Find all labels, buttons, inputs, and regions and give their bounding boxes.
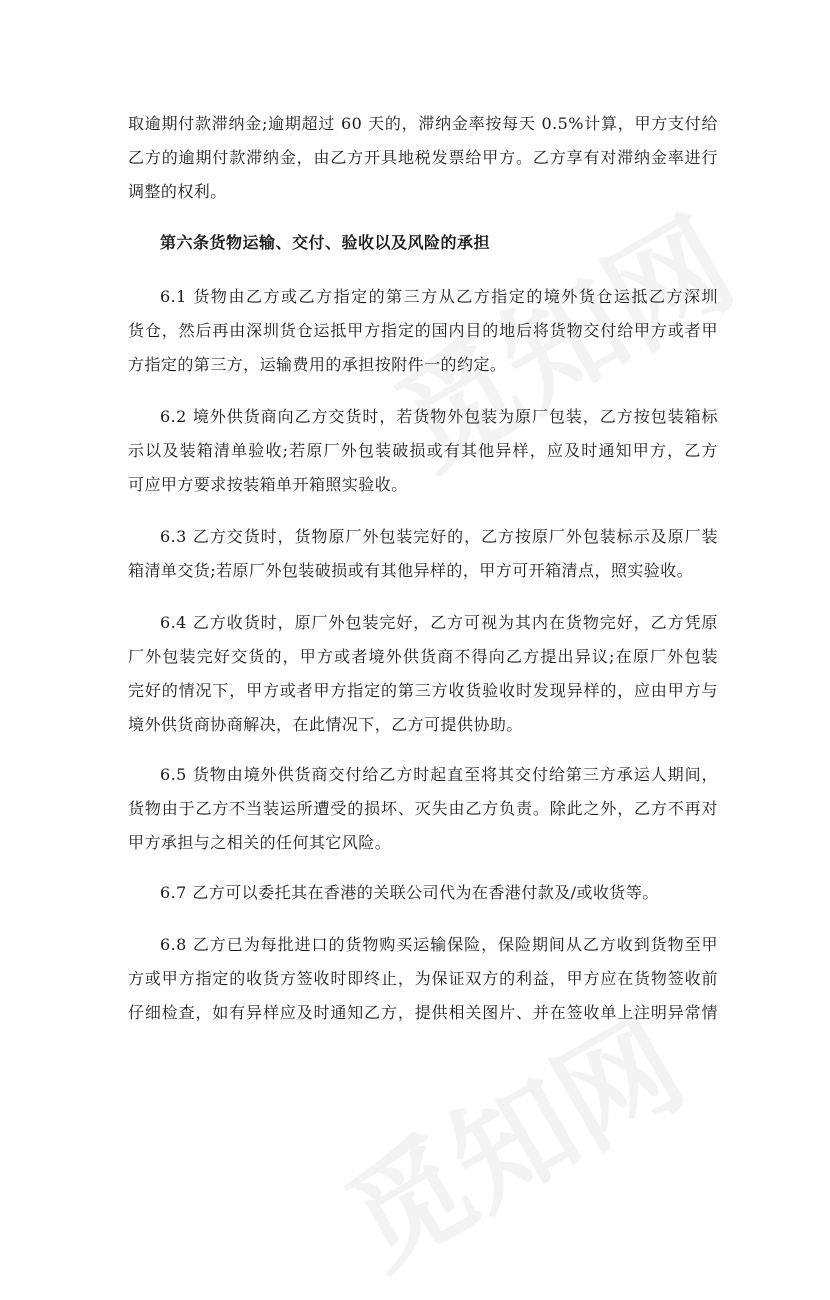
paragraph-line: 可应甲方要求按装箱单开箱照实验收。: [128, 475, 408, 494]
paragraph-continuation: [128, 107, 718, 209]
paragraph-line: 厂外包装完好交货的，甲方或者境外供货商不得向乙方提出异议;在原厂外包装: [128, 647, 718, 666]
paragraph-line: 境外供货商协商解决，在此情况下，乙方可提供协助。: [128, 715, 523, 734]
paragraph-line: 取逾期付款滞纳金;逾期超过 60 天的，滞纳金率按每天 0.5%计算，甲方支付给: [128, 114, 718, 133]
paragraph-line: 甲方承担与之相关的任何其它风险。: [128, 833, 392, 852]
clause-6-4: [128, 606, 718, 742]
paragraph-line: 6.4 乙方收货时，原厂外包装完好，乙方可视为其内在货物完好，乙方凭原: [160, 613, 718, 632]
clause-6-7: [128, 876, 718, 910]
paragraph-line: 箱清单交货;若原厂外包装破损或有其他异样的，甲方可开箱清点，照实验收。: [128, 561, 694, 580]
paragraph-line: 方指定的第三方，运输费用的承担按附件一的约定。: [128, 355, 507, 374]
heading-text: 第六条货物运输、交付、验收以及风险的承担: [160, 233, 491, 252]
paragraph-line: 6.7 乙方可以委托其在香港的关联公司代为在香港付款及/或收货等。: [160, 883, 659, 902]
paragraph-line: 示以及装箱清单验收;若原厂外包装破损或有其他异样，应及时通知甲方，乙方: [128, 441, 718, 460]
paragraph-line: 仔细检查，如有异样应及时通知乙方，提供相关图片、并在签收单上注明异常情: [128, 1003, 718, 1022]
paragraph-line: 6.2 境外供货商向乙方交货时，若货物外包装为原厂包装，乙方按包装箱标: [160, 407, 718, 426]
paragraph-line: 货仓，然后再由深圳货仓运抵甲方指定的国内目的地后将货物交付给甲方或者甲: [128, 321, 718, 340]
clause-6-3: [128, 520, 718, 588]
section-heading: [128, 226, 718, 260]
clause-6-5: [128, 758, 718, 860]
paragraph-line: 完好的情况下，甲方或者甲方指定的第三方收货验收时发现异样的，应由甲方与: [128, 681, 718, 700]
paragraph-line: 调整的权利。: [128, 182, 227, 201]
paragraph-line: 货物由于乙方不当装运所遭受的损坏、灭失由乙方负责。除此之外，乙方不再对: [128, 799, 718, 818]
paragraph-line: 6.8 乙方已为每批进口的货物购买运输保险，保险期间从乙方收到货物至甲: [160, 935, 718, 954]
clause-6-1: [128, 280, 718, 382]
paragraph-line: 6.1 货物由乙方或乙方指定的第三方从乙方指定的境外货仓运抵乙方深圳: [160, 287, 718, 306]
paragraph-line: 6.5 货物由境外供货商交付给乙方时起直至将其交付给第三方承运人期间，: [160, 765, 718, 784]
paragraph-line: 6.3 乙方交货时，货物原厂外包装完好的，乙方按原厂外包装标示及原厂装: [160, 527, 718, 546]
paragraph-line: 乙方的逾期付款滞纳金，由乙方开具地税发票给甲方。乙方享有对滞纳金率进行: [128, 148, 718, 167]
clause-6-8: [128, 928, 718, 1030]
paragraph-line: 方或甲方指定的收货方签收时即终止，为保证双方的利益，甲方应在货物签收前: [128, 969, 718, 988]
clause-6-2: [128, 400, 718, 502]
